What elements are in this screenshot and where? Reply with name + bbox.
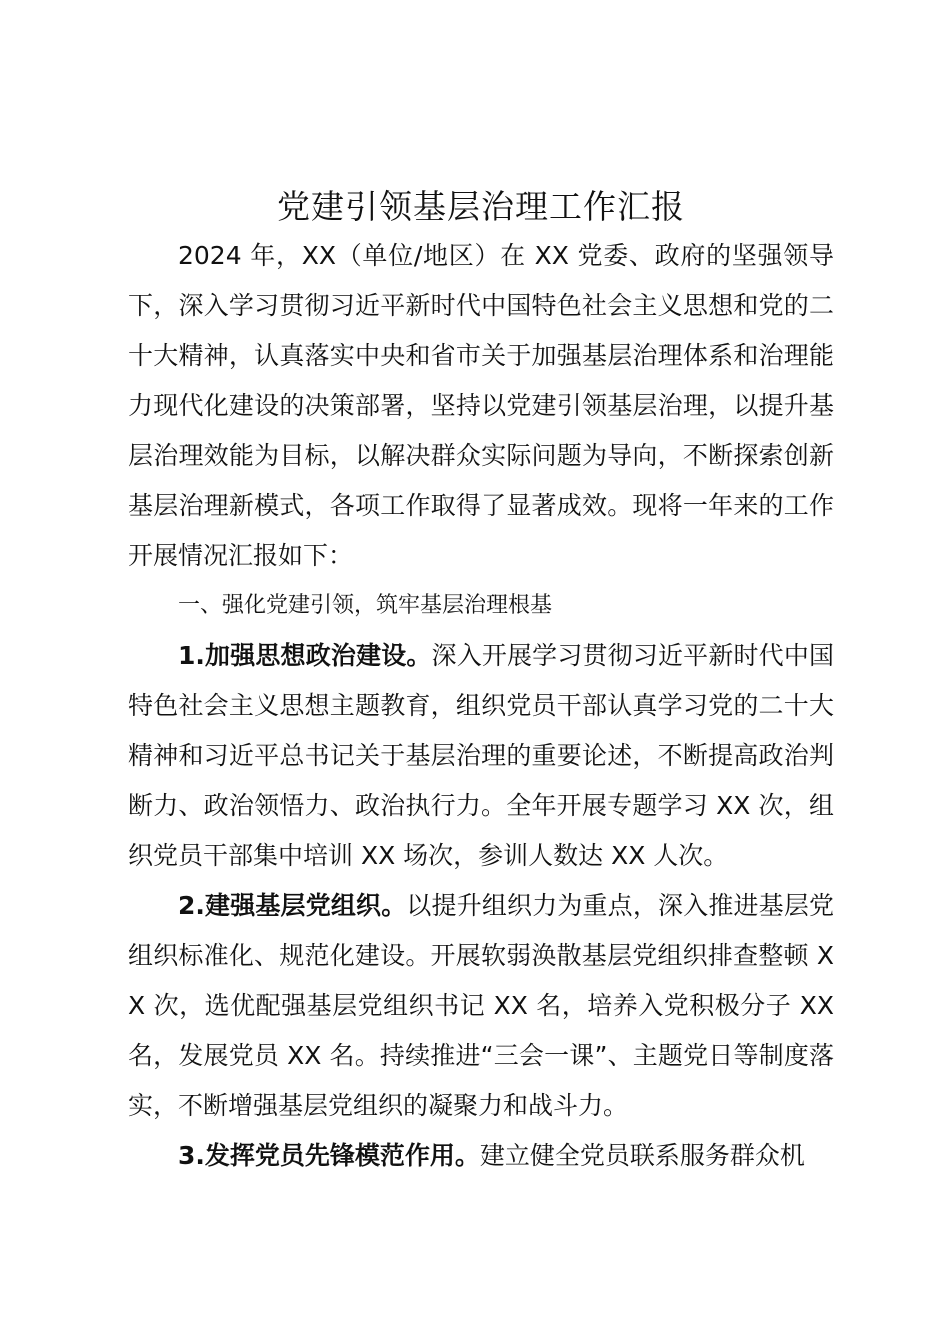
intro-paragraph: 2024 年，XX（单位/地区）在 XX 党委、政府的坚强领导下，深入学习贯彻习近平新时代中国特色社会主义思想和党的二十大精神，认真落实中央和省市关于加强基层治理体系和治理能力现代化建设的决策部署，坚持以党建引领基层治理，以提升基层治理效能为目标，以解决群众实际问题为导向，不断探索创新基层治理新模式，各项工作取得了显著成效。现将一年来的工作开展情况汇报如下： — [128, 241, 834, 570]
document-body — [128, 183, 834, 1181]
item-body: 建立健全党员联系服务群众机 — [479, 1141, 805, 1170]
item-body: 以提升组织力为重点，深入推进基层党组织标准化、规范化建设。开展软弱涣散基层党组织排查整顿 XX 次，选优配强基层党组织书记 XX 名，培养入党积极分子 XX 名，发展党员 XX 名。持续推进“三会一课”、主题党日等制度落实，不断增强基层党组织的凝聚力和战斗力。 — [128, 891, 834, 1120]
list-item — [128, 881, 834, 1131]
item-lead: 2.建强基层党组织。 — [178, 891, 407, 920]
document-title: 党建引领基层治理工作汇报 — [277, 187, 685, 226]
item-lead: 1.加强思想政治建设。 — [178, 641, 432, 670]
list-item — [128, 1131, 834, 1181]
section-heading: 一、强化党建引领，筑牢基层治理根基 — [178, 593, 553, 618]
item-body: 深入开展学习贯彻习近平新时代中国特色社会主义思想主题教育，组织党员干部认真学习党的二十大精神和习近平总书记关于基层治理的重要论述，不断提高政治判断力、政治领悟力、政治执行力。全年开展专题学习 XX 次，组织党员干部集中培训 XX 场次，参训人数达 XX 人次。 — [128, 641, 834, 870]
list-item — [128, 631, 834, 881]
item-lead: 3.发挥党员先锋模范作用。 — [178, 1141, 480, 1170]
